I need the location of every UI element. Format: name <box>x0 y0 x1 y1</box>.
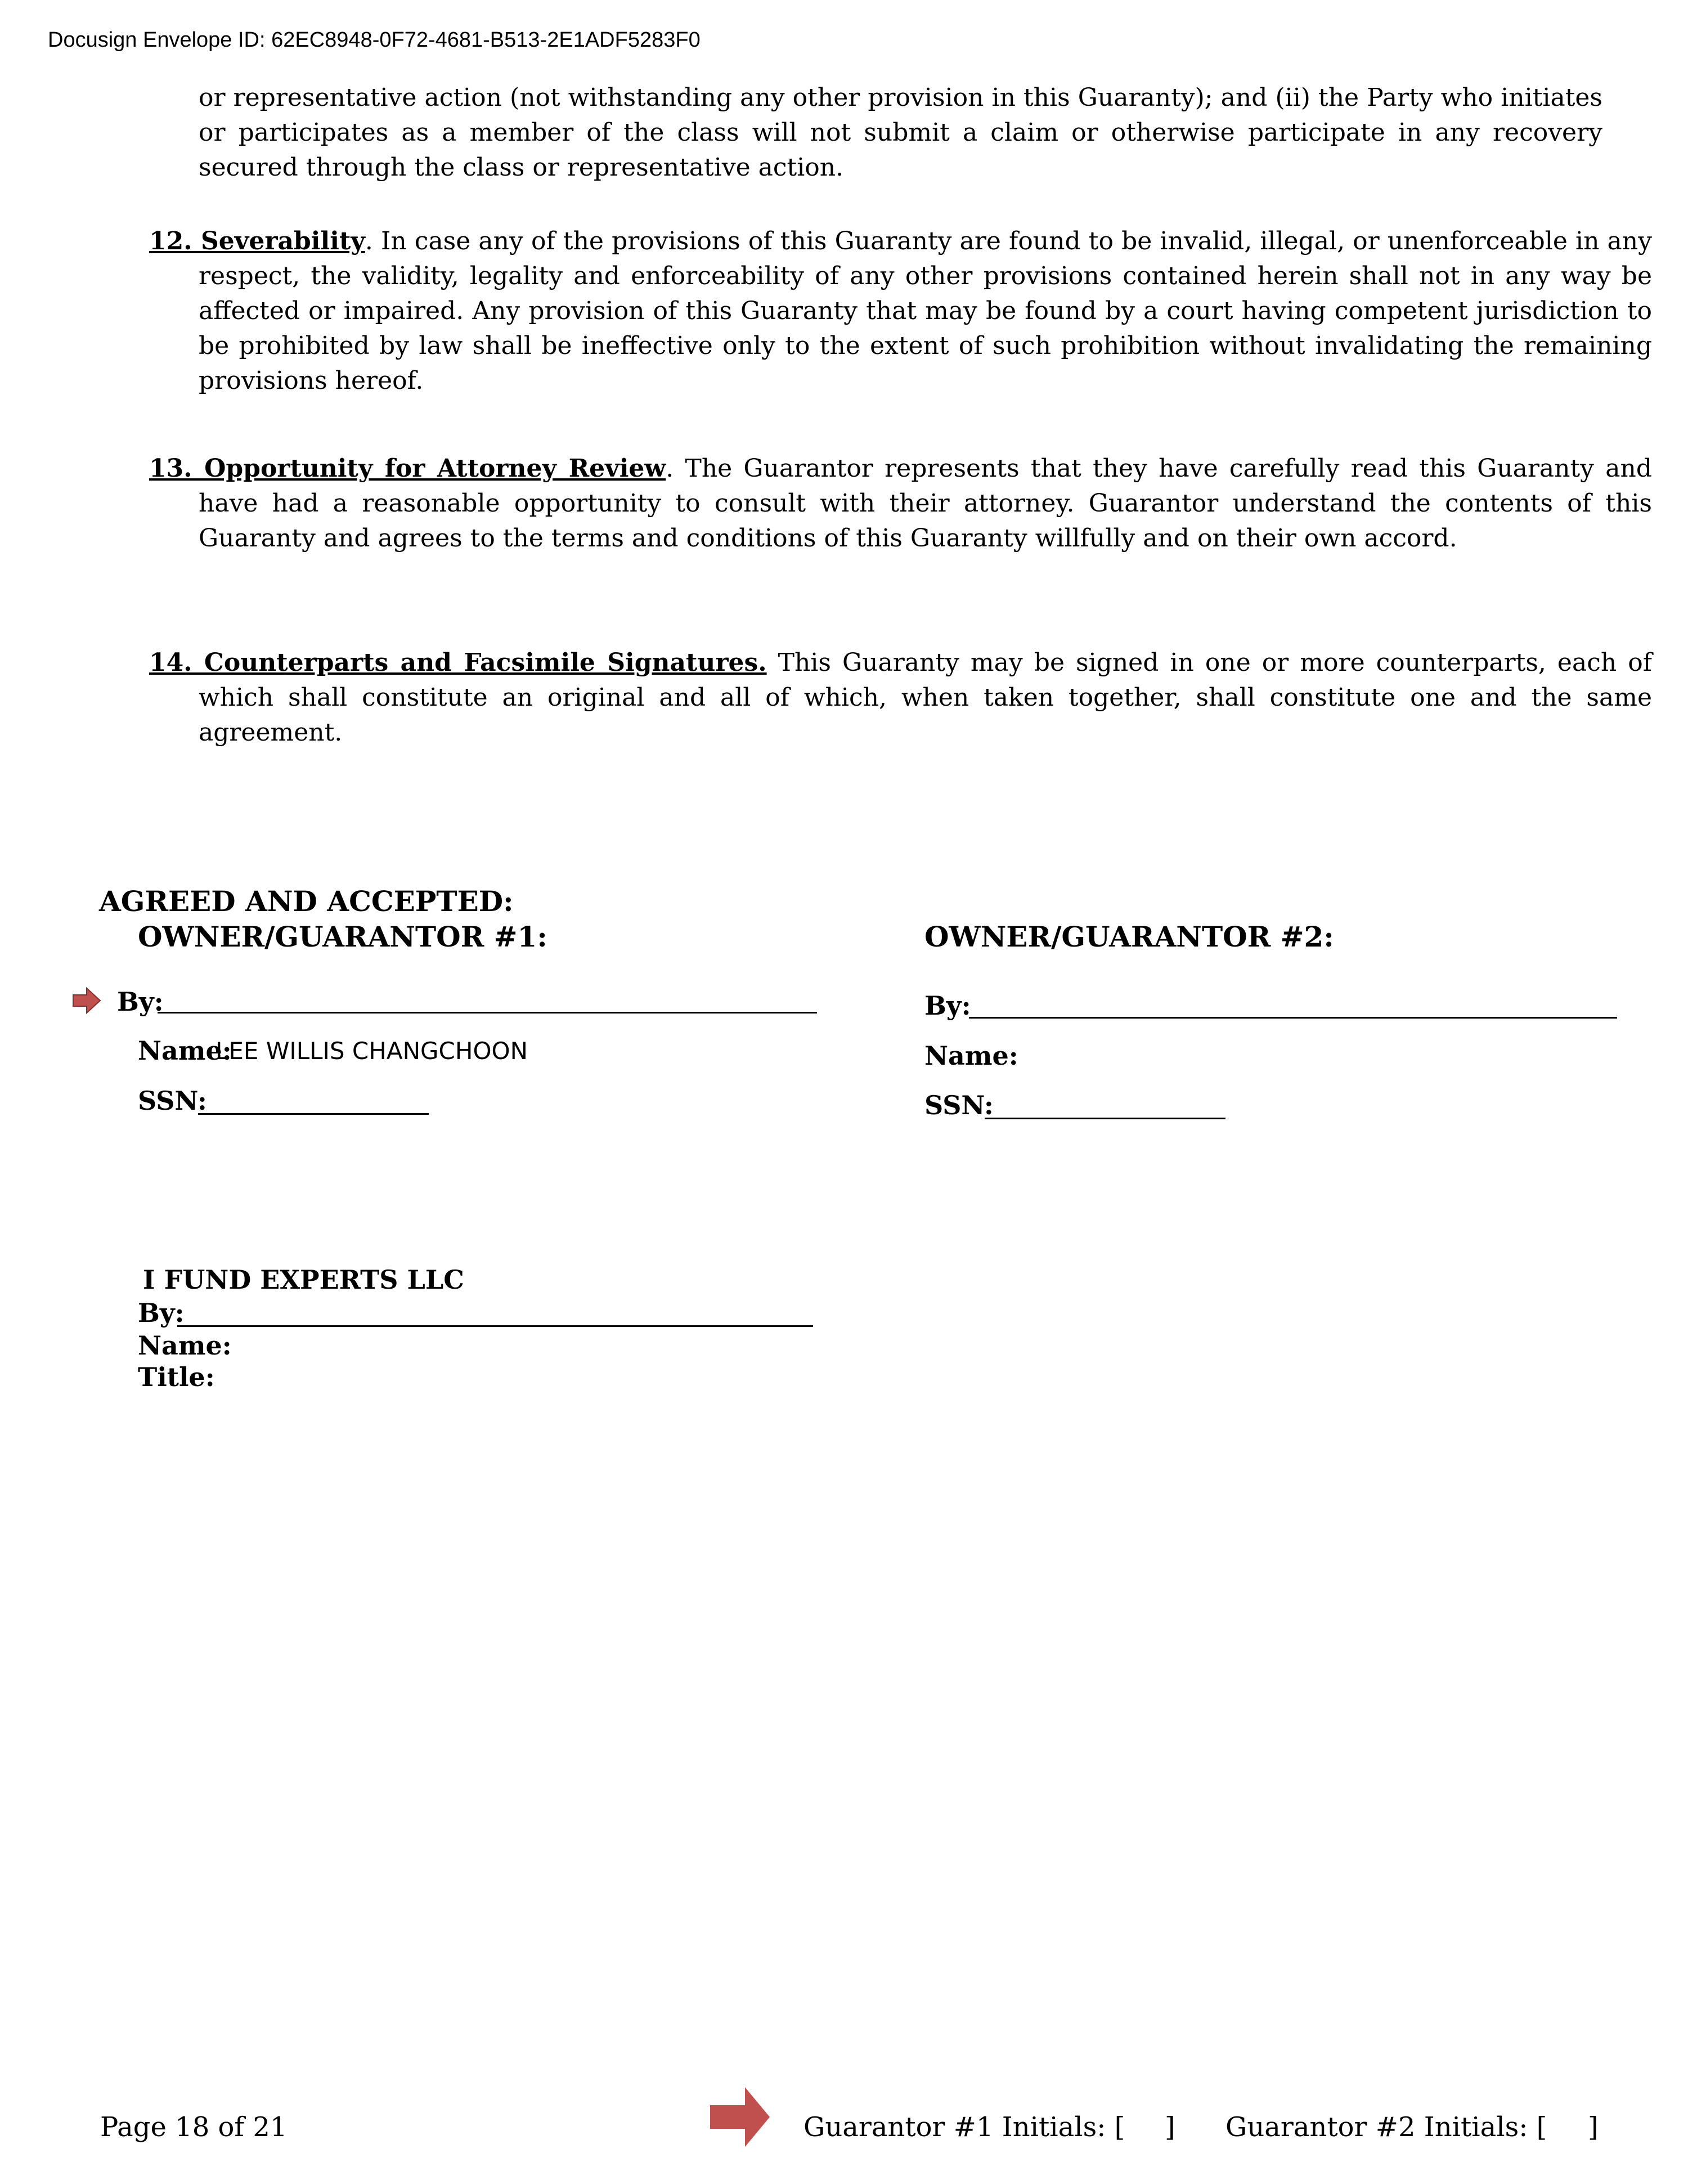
company-title-label: Title: <box>138 1362 215 1392</box>
guarantor2-title: OWNER/GUARANTOR #2: <box>924 920 1334 953</box>
section-counterparts <box>149 645 1652 750</box>
guarantor1-name-label: Name: <box>138 1035 232 1066</box>
guarantor2-name-label: Name: <box>924 1041 1018 1071</box>
company-name: I FUND EXPERTS LLC <box>143 1264 464 1295</box>
section-body: . In case any of the provisions of this Guaranty are found to be invalid, illegal, or unenforceable in any respect, the validity, legality and enforceability of any other provisions contained herein shall not in any way be affected or impaired. Any provision of this Guaranty that may be found by a court having competent jurisdiction to be prohibited by law shall be ineffective only to the extent of such prohibition without invalidating the remaining provisions hereof. <box>199 227 1652 395</box>
section-body: This Guaranty may be signed in one or more counterparts, each of which shall constitute an original and all of which, when taken together, shall constitute one and the same agreement. <box>199 648 1652 747</box>
guarantor1-initials-field[interactable] <box>1072 2108 1156 2145</box>
guarantor2-initials-field[interactable] <box>1491 2108 1575 2145</box>
company-name-label: Name: <box>138 1330 232 1361</box>
guarantor2-initials-bracket: ] <box>1588 2111 1599 2143</box>
guarantor1-by-label: By: <box>117 986 164 1017</box>
guarantor1-name-value: LEE WILLIS CHANGCHOON <box>216 1037 528 1065</box>
envelope-id: Docusign Envelope ID: 62EC8948-0F72-4681-B513-2E1ADF5283F0 <box>48 28 701 52</box>
section-heading: 13. Opportunity for Attorney Review <box>149 454 666 483</box>
company-signature-line[interactable] <box>177 1325 813 1327</box>
guarantor1-title: OWNER/GUARANTOR #1: <box>138 920 547 953</box>
guarantor2-ssn-label: SSN: <box>924 1090 994 1120</box>
guarantor1-ssn-label: SSN: <box>138 1086 207 1116</box>
page-number: Page 18 of 21 <box>100 2111 288 2143</box>
guarantor2-by-label: By: <box>924 990 971 1021</box>
sign-here-arrow-icon[interactable] <box>72 987 101 1014</box>
company-by-label: By: <box>138 1298 185 1328</box>
guarantor1-signature-line[interactable] <box>158 1012 817 1013</box>
section-body: . The Guarantor represents that they have carefully read this Guaranty and have had a reasonable opportunity to consult with their attorney. Guarantor understand the contents of this Guaranty and agrees to the terms and conditions of this Guaranty willfully and on their own accord. <box>199 454 1652 553</box>
section-severability <box>149 224 1652 398</box>
guarantor1-initials-label: Guarantor #1 Initials: [ <box>803 2111 1125 2143</box>
continuation-paragraph: or representative action (not withstanding any other provision in this Guaranty); and (ii) the Party who initiates or participates as a member of the class will not submit a claim or otherwise participate in any recovery secured through the class or representative action. <box>199 83 1602 182</box>
guarantor1-ssn-line[interactable] <box>198 1113 429 1115</box>
agreed-heading: AGREED AND ACCEPTED: <box>99 885 514 918</box>
section-attorney-review <box>149 451 1652 556</box>
guarantor2-ssn-line[interactable] <box>985 1118 1225 1119</box>
guarantor2-signature-line[interactable] <box>969 1017 1617 1019</box>
guarantor1-initials-bracket: ] <box>1165 2111 1175 2143</box>
guarantor2-initials-label: Guarantor #2 Initials: [ <box>1225 2111 1547 2143</box>
section-heading: 14. Counterparts and Facsimile Signatures. <box>149 648 767 677</box>
section-heading: 12. Severability <box>149 227 365 255</box>
initials-arrow-icon[interactable] <box>710 2086 771 2148</box>
